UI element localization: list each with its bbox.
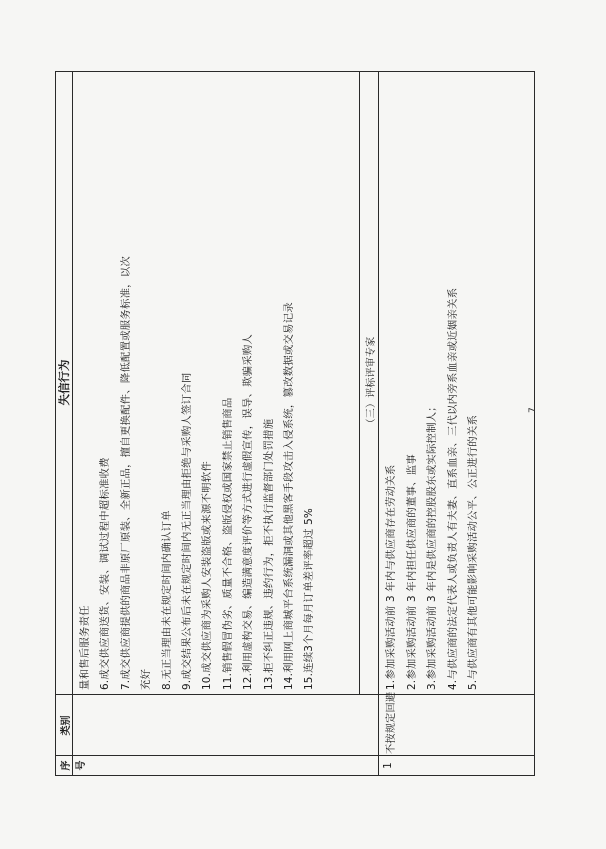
column-divider — [56, 694, 534, 695]
section-top-divider — [359, 72, 360, 695]
behavior-line: 充好 — [140, 668, 153, 690]
behavior-line: 1.参加采购活动前 3 年内与供应商存在劳动关系 — [385, 464, 397, 690]
behavior-line: 11.销售假冒伪劣、质量不合格、盗版侵权或国家禁止销售商品 — [221, 397, 234, 690]
behavior-line: 9.成交结果公布后未在规定时间内无正当理由拒绝与采购人签订合同 — [181, 372, 193, 690]
header-category: 类别 — [61, 715, 72, 736]
behavior-line: 7.成交供应商提供的商品非原厂原装、全新正品，擅自更换配件、降低配置或服务标准，以次 — [119, 256, 132, 690]
behavior-line: 3.参加采购活动前 3 年内是供应商的控股股东或实际控制人； — [426, 401, 439, 690]
behavior-line: 12.利用虚构交易、编造满意度评价等方式进行虚假宣传，误导、欺骗采购人 — [242, 333, 255, 690]
page-number: 7 — [528, 407, 538, 413]
row1-category: 不按规定回避 — [386, 691, 397, 754]
behavior-line: 4.与供应商的法定代表人或负责人有夫妻、直系血亲、三代以内旁系血亲或近姻亲关系 — [446, 287, 459, 690]
behavior-line: 量和售后服务责任 — [79, 605, 91, 690]
behavior-line: 5.与供应商有其他可能影响采购活动公平、公正进行的关系 — [467, 414, 480, 690]
behavior-line: 14.利用网上商城平台系统漏洞或其他黑客手段攻击入侵系统，篡改数据或交易记录 — [283, 302, 295, 690]
row1-seq: 1 — [382, 762, 394, 769]
behavior-line: 10.成交供应商为采购人安装盗版或来源不明软件 — [201, 461, 214, 690]
section-bottom-divider — [378, 72, 379, 775]
dishonesty-behavior-table — [55, 71, 535, 776]
header-divider — [72, 72, 73, 775]
behavior-line: 8.无正当理由未在规定时间内确认订单 — [160, 510, 173, 690]
column-divider — [56, 755, 534, 756]
behavior-line: 2.参加采购活动前 3 年内担任供应商的董事、监事 — [405, 454, 418, 690]
section-title: （三）评标评审专家 — [366, 336, 377, 429]
header-behavior: 失信行为 — [57, 359, 71, 406]
behavior-line: 6.成交供应商送货、安装、调试过程中超标准收费 — [99, 457, 112, 690]
header-seq: 序号 — [61, 760, 87, 771]
behavior-line: 15.连续3个月每月订单差评率超过 5% — [303, 508, 316, 690]
behavior-line: 13.拒不纠正违规、违约行为，拒不执行监督部门处罚措施 — [262, 418, 275, 690]
